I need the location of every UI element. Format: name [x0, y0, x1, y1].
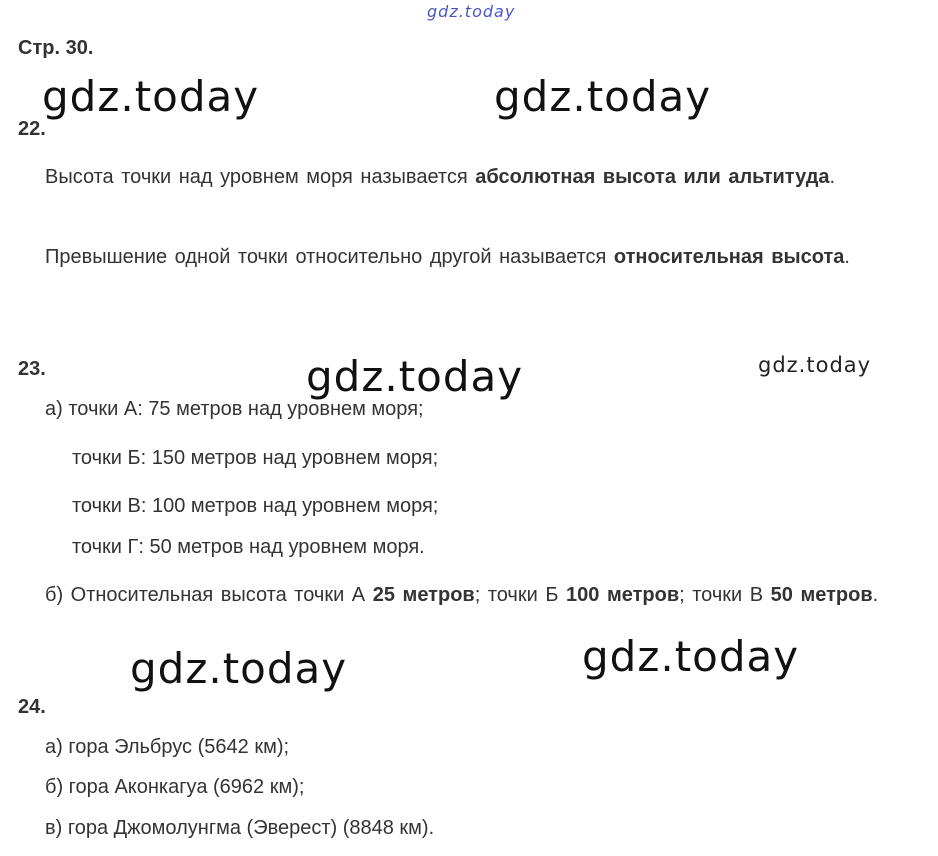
paragraph-text: ; точки В	[679, 584, 771, 606]
paragraph-end: .	[829, 166, 836, 188]
answer-line: точки В: 100 метров над уровнем моря;	[72, 495, 439, 517]
answer-line: а) гора Эльбрус (5642 км);	[45, 736, 290, 758]
answer-line: а) точки А: 75 метров над уровнем моря;	[45, 398, 424, 420]
paragraph-text: Превышение одной точки относительно другой называется	[45, 246, 614, 268]
answer-line: точки Г: 50 метров над уровнем моря.	[72, 536, 425, 558]
term-bold: абсолютная высота или альтитуда	[475, 166, 830, 188]
paragraph-end: .	[844, 246, 850, 268]
page-heading: Стр. 30.	[18, 37, 94, 59]
watermark: gdz.today	[130, 644, 348, 693]
answer-line: б) гора Аконкагуа (6962 км);	[45, 776, 305, 798]
watermark: gdz.today	[758, 353, 872, 377]
answer-line: точки Б: 150 метров над уровнем моря;	[72, 447, 439, 469]
task-number: 22.	[18, 118, 46, 140]
task22-paragraph-2	[18, 237, 924, 278]
watermark: gdz.today	[42, 72, 260, 121]
watermark: gdz.today	[306, 352, 524, 401]
term-bold: относительная высота	[613, 246, 845, 268]
answer-line: в) гора Джомолунгма (Эверест) (8848 км).	[45, 817, 435, 839]
task-number: 24.	[18, 696, 46, 718]
task22-paragraph-1	[18, 157, 924, 198]
watermark: gdz.today	[582, 632, 800, 681]
task-number: 23.	[18, 358, 46, 380]
value-bold: 50 метров	[770, 584, 873, 606]
paragraph-text: Высота точки над уровнем моря называется	[45, 166, 476, 188]
value-bold: 25 метров	[372, 584, 475, 606]
value-bold: 100 метров	[566, 584, 680, 606]
paragraph-text: ; точки Б	[474, 584, 567, 606]
task23-paragraph-b	[18, 575, 924, 616]
paragraph-end: .	[872, 584, 879, 606]
watermark-top: gdz.today	[427, 2, 516, 21]
paragraph-text: б) Относительная высота точки А	[45, 584, 373, 606]
watermark: gdz.today	[494, 72, 712, 121]
